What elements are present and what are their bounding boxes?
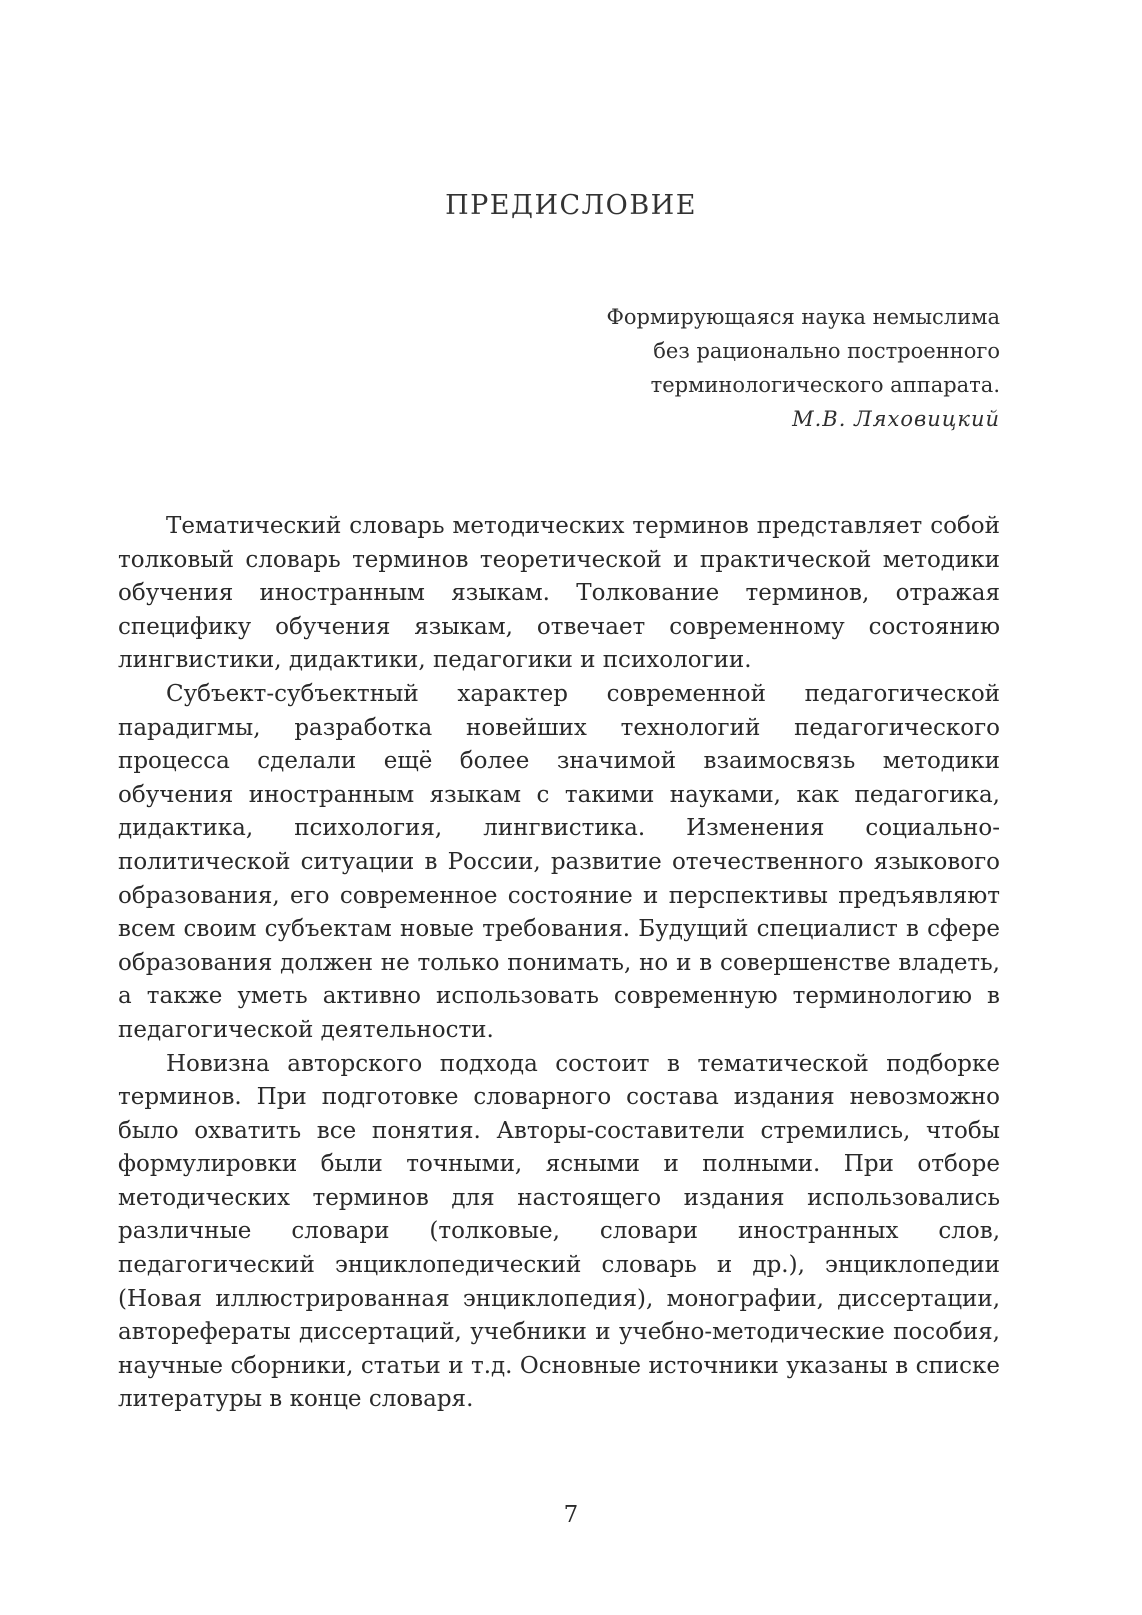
- body-text: [118, 510, 1000, 1417]
- page-title: ПРЕДИСЛОВИЕ: [445, 190, 697, 221]
- paragraph: Тематический словарь методических терминов представляет собой толковый словарь терминов теоретической и практической методики обучения иностранным языкам. Толкование терминов, отражая специфику обучения языкам, отвечает современному состоянию лингвистики, дидактики, педагогики и психологии.: [118, 513, 1000, 674]
- paragraph: Новизна авторского подхода состоит в тематической подборке терминов. При подготовке словарного состава издания невозможно было охватить все понятия. Авторы-составители стремились, чтобы формулировки были точными, ясными и полными. При отборе методических терминов для настоящего издания использовались различные словари (толковые, словари иностранных слов, педагогический энциклопедический словарь и др.), энциклопедии (Новая иллюстрированная энциклопедия), монографии, диссертации, авторефераты диссертаций, учебники и учебно-методические пособия, научные сборники, статьи и т.д. Основные источники указаны в списке литературы в конце словаря.: [118, 1050, 1000, 1413]
- epigraph-line: терминологического аппарата.: [650, 373, 1000, 397]
- epigraph: [440, 300, 1000, 436]
- epigraph-line: Формирующаяся наука немыслима: [606, 305, 1000, 329]
- paragraph: Субъект-субъектный характер современной педагогической парадигмы, разработка новейших технологий педагогического процесса сделали ещё более значимой взаимосвязь методики обучения иностранным языкам с такими науками, как педагогика, дидактика, психология, лингвистика. Изменения социально-политической ситуации в России, развитие отечественного языкового образования, его современное состояние и перспективы предъявляют всем своим субъектам новые требования. Будущий специалист в сфере образования должен не только понимать, но и в совершенстве владеть, а также уметь активно использовать современную терминологию в педагогической деятельности.: [118, 680, 1000, 1043]
- page-number: 7: [563, 1502, 579, 1528]
- epigraph-line: без рационально построенного: [653, 339, 1000, 363]
- epigraph-author: М.В. Ляховицкий: [792, 407, 1000, 431]
